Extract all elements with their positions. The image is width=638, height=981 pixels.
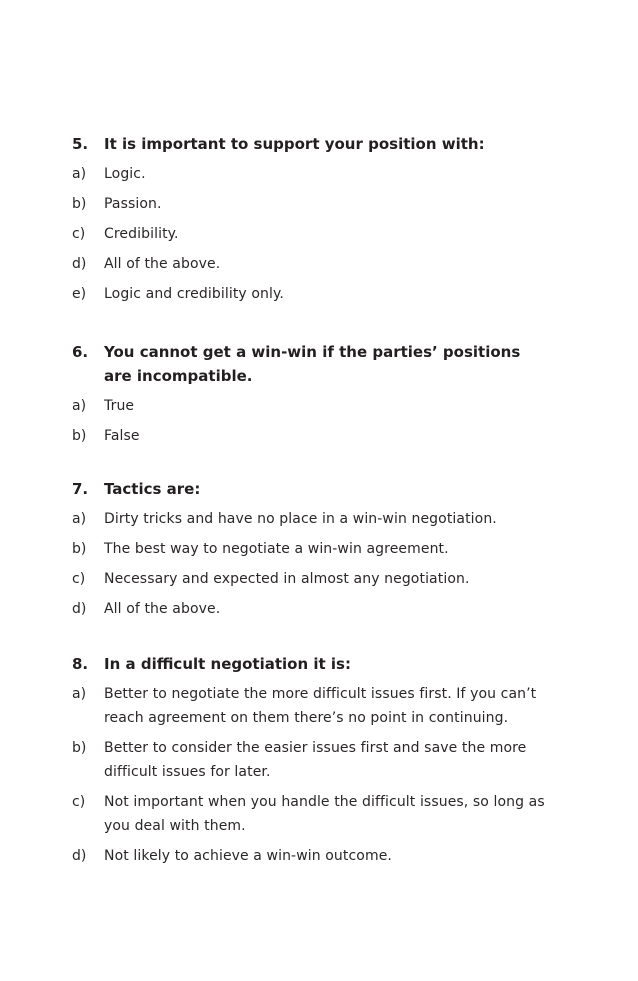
question-number: 8. <box>72 655 89 673</box>
answer-option <box>0 567 638 591</box>
answer-option <box>0 162 638 186</box>
answer-option <box>0 537 638 561</box>
option-letter: a) <box>72 686 87 702</box>
option-letter: e) <box>72 286 87 302</box>
option-letter: b) <box>72 541 87 557</box>
answer-option <box>0 736 638 784</box>
option-text: Better to negotiate the more difficult issues first. If you can’t reach agreement on them there’s no point in continuing. <box>104 686 537 726</box>
option-text: True <box>104 398 135 414</box>
option-text: All of the above. <box>104 601 221 617</box>
question-7 <box>0 477 638 621</box>
question-header <box>0 340 638 388</box>
option-text: Not likely to achieve a win-win outcome. <box>104 848 392 864</box>
option-text: Logic. <box>104 166 146 182</box>
option-text: Credibility. <box>104 226 179 242</box>
question-header <box>0 477 638 501</box>
question-header <box>0 652 638 676</box>
option-text: Better to consider the easier issues first and save the more difficult issues for later. <box>104 740 527 780</box>
option-letter: b) <box>72 740 87 756</box>
option-letter: a) <box>72 511 87 527</box>
option-letter: d) <box>72 601 87 617</box>
option-letter: c) <box>72 226 86 242</box>
answer-option <box>0 222 638 246</box>
option-text: Necessary and expected in almost any negotiation. <box>104 571 470 587</box>
option-letter: c) <box>72 571 86 587</box>
answer-option <box>0 844 638 868</box>
question-text: You cannot get a win-win if the parties’ positions are incompatible. <box>104 343 521 385</box>
option-letter: a) <box>72 398 87 414</box>
question-header <box>0 132 638 156</box>
answer-option <box>0 507 638 531</box>
option-letter: d) <box>72 256 87 272</box>
option-letter: a) <box>72 166 87 182</box>
question-text: Tactics are: <box>104 480 201 498</box>
question-number: 5. <box>72 135 89 153</box>
question-6 <box>0 340 638 448</box>
question-5 <box>0 132 638 306</box>
option-text: Dirty tricks and have no place in a win-win negotiation. <box>104 511 497 527</box>
answer-option <box>0 192 638 216</box>
option-text: All of the above. <box>104 256 221 272</box>
option-letter: d) <box>72 848 87 864</box>
option-letter: b) <box>72 196 87 212</box>
option-text: The best way to negotiate a win-win agreement. <box>104 541 449 557</box>
option-text: False <box>104 428 140 444</box>
answer-option <box>0 252 638 276</box>
question-text: It is important to support your position with: <box>104 135 485 153</box>
option-letter: b) <box>72 428 87 444</box>
option-text: Not important when you handle the difficult issues, so long as you deal with them. <box>104 794 545 834</box>
question-8 <box>0 652 638 868</box>
option-letter: c) <box>72 794 86 810</box>
option-text: Passion. <box>104 196 162 212</box>
question-number: 6. <box>72 343 89 361</box>
answer-option <box>0 424 638 448</box>
answer-option <box>0 282 638 306</box>
answer-option <box>0 597 638 621</box>
answer-option <box>0 790 638 838</box>
answer-option <box>0 394 638 418</box>
question-text: In a difficult negotiation it is: <box>104 655 351 673</box>
answer-option <box>0 682 638 730</box>
question-number: 7. <box>72 480 89 498</box>
option-text: Logic and credibility only. <box>104 286 284 302</box>
